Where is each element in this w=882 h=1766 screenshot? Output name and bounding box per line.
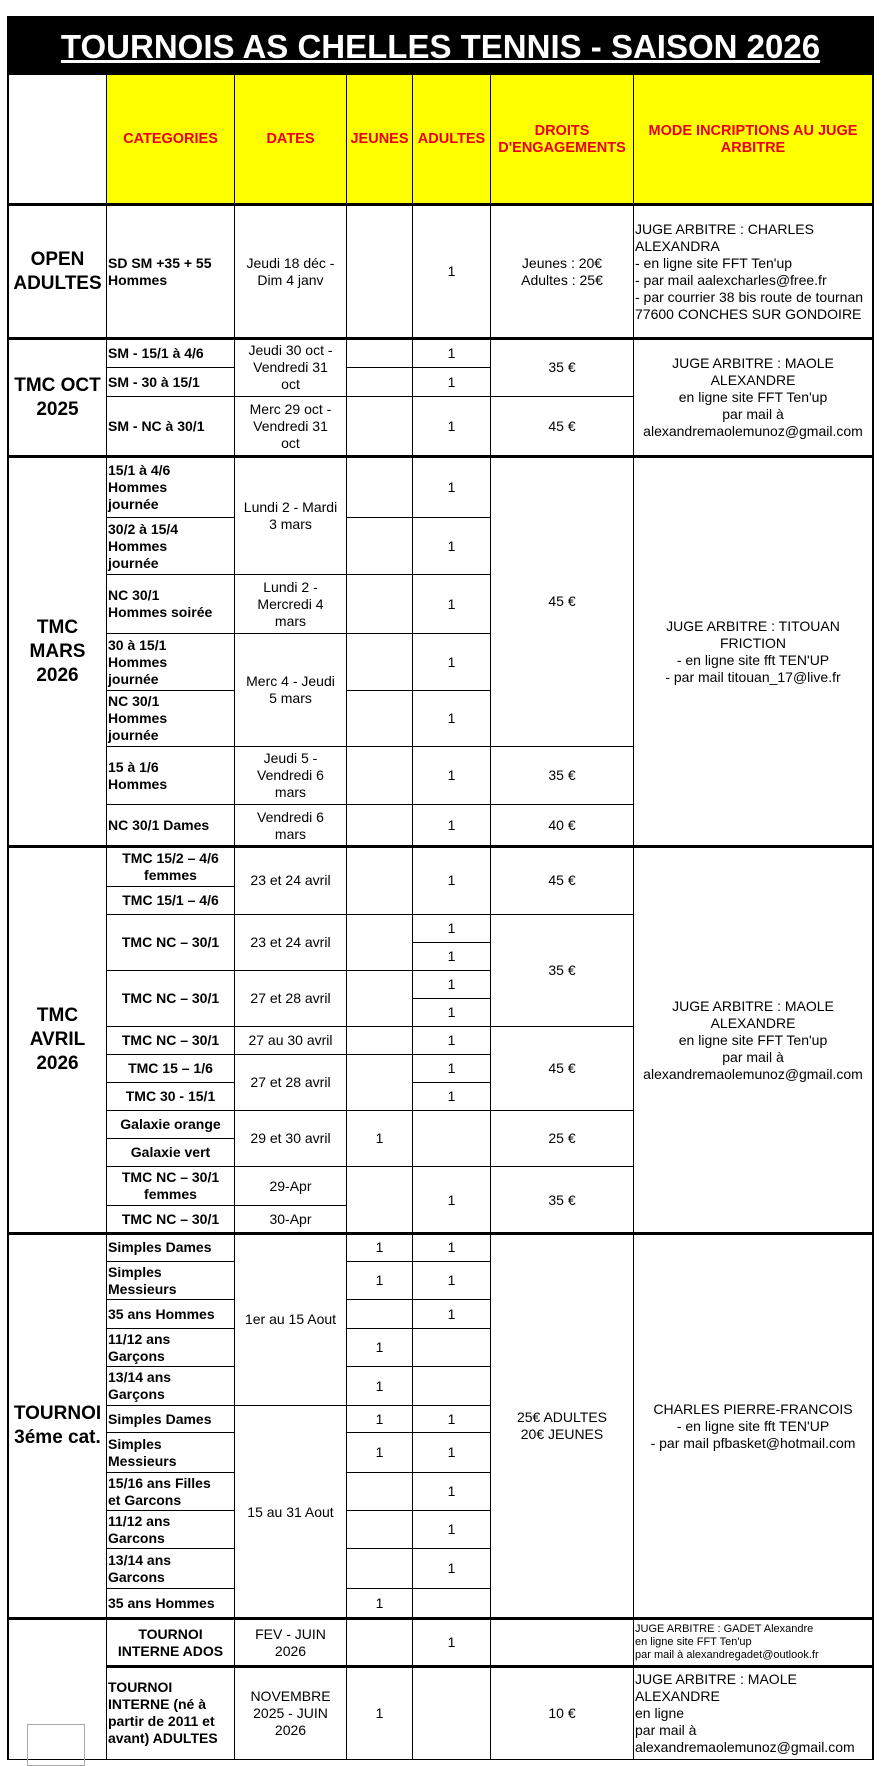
category-cell: TMC NC – 30/1 [107, 971, 235, 1027]
adultes-cell: 1 [413, 634, 491, 691]
adultes-cell: 1 [413, 943, 491, 971]
adultes-cell: 1 [413, 1511, 491, 1549]
adultes-cell: 1 [413, 518, 491, 575]
category-cell: 35 ans Hommes [107, 1589, 235, 1619]
adultes-cell [413, 1667, 491, 1760]
droits-cell: 35 € [491, 747, 634, 805]
adultes-cell: 1 [413, 339, 491, 368]
header-adultes: ADULTES [413, 75, 491, 205]
section-divider [9, 845, 874, 848]
category-cell: 13/14 ans Garçons [107, 1367, 235, 1406]
category-cell: Simples Dames [107, 1406, 235, 1433]
section-divider [107, 1665, 874, 1668]
dates-cell: 23 et 24 avril [235, 847, 347, 915]
droits-cell: 45 € [491, 457, 634, 747]
category-cell: TMC NC – 30/1 [107, 1027, 235, 1055]
jeunes-cell [347, 397, 413, 457]
adultes-cell [413, 1589, 491, 1619]
category-cell: 30/2 à 15/4 Hommes journée [107, 518, 235, 575]
adultes-cell: 1 [413, 368, 491, 397]
juge-arbitre-cell: JUGE ARBITRE : CHARLES ALEXANDRA - en ligne site FFT Ten'up - par mail aalexcharles@free.fr - par courrier 38 bis route de tournan 77600 CONCHES SUR GONDOIRE [634, 205, 874, 339]
jeunes-cell [347, 457, 413, 518]
jeunes-cell: 1 [347, 1262, 413, 1300]
dates-cell: 29 et 30 avril [235, 1111, 347, 1167]
dates-cell: 29-Apr [235, 1167, 347, 1206]
adultes-cell: 1 [413, 691, 491, 747]
jeunes-cell: 1 [347, 1433, 413, 1473]
droits-cell: 25 € [491, 1111, 634, 1167]
adultes-cell: 1 [413, 1619, 491, 1667]
header-categories: CATEGORIES [107, 75, 235, 205]
section-divider [9, 203, 874, 206]
jeunes-cell [347, 847, 413, 915]
adultes-cell: 1 [413, 1433, 491, 1473]
section-divider [9, 455, 874, 458]
category-cell: 13/14 ans Garcons [107, 1549, 235, 1589]
jeunes-cell: 1 [347, 1111, 413, 1167]
category-cell: Galaxie orange [107, 1111, 235, 1139]
dates-cell: 27 et 28 avril [235, 1055, 347, 1111]
jeunes-cell [347, 518, 413, 575]
dates-cell: 1er au 15 Aout [235, 1234, 347, 1406]
category-cell: TMC 15/2 – 4/6 femmes [107, 847, 235, 887]
section-label-mars: TMC MARS 2026 [9, 457, 107, 847]
category-cell: 15/16 ans Filles et Garcons [107, 1473, 235, 1511]
jeunes-cell: 1 [347, 1667, 413, 1760]
droits-cell: 45 € [491, 1027, 634, 1111]
jeunes-cell [347, 1167, 413, 1234]
adultes-cell: 1 [413, 397, 491, 457]
section-divider [9, 1617, 874, 1620]
category-cell: SM - NC à 30/1 [107, 397, 235, 457]
adultes-cell: 1 [413, 1473, 491, 1511]
jeunes-cell [347, 205, 413, 339]
adultes-cell [413, 1367, 491, 1406]
dates-cell: Jeudi 5 - Vendredi 6 mars [235, 747, 347, 805]
droits-cell: 40 € [491, 805, 634, 847]
dates-cell: NOVEMBRE 2025 - JUIN 2026 [235, 1667, 347, 1760]
category-cell: 15/1 à 4/6 Hommes journée [107, 457, 235, 518]
jeunes-cell: 1 [347, 1234, 413, 1262]
adultes-cell: 1 [413, 1300, 491, 1329]
jeunes-cell [347, 971, 413, 1027]
dates-cell: Merc 4 - Jeudi 5 mars [235, 634, 347, 747]
dates-cell: FEV - JUIN 2026 [235, 1619, 347, 1667]
category-cell: 30 à 15/1 Hommes journée [107, 634, 235, 691]
adultes-cell: 1 [413, 805, 491, 847]
jeunes-cell [347, 634, 413, 691]
jeunes-cell: 1 [347, 1406, 413, 1433]
jeunes-cell [347, 368, 413, 397]
category-cell: TMC NC – 30/1 femmes [107, 1167, 235, 1206]
dates-cell: Merc 29 oct - Vendredi 31 oct [235, 397, 347, 457]
section-divider [9, 337, 874, 340]
adultes-cell: 1 [413, 1549, 491, 1589]
dates-cell: Jeudi 18 déc - Dim 4 janv [235, 205, 347, 339]
category-cell: TMC 15 – 1/6 [107, 1055, 235, 1083]
page-title: TOURNOIS AS CHELLES TENNIS - SAISON 2026 [9, 18, 874, 75]
droits-cell: 10 € [491, 1667, 634, 1760]
adultes-cell [413, 1329, 491, 1367]
droits-cell: 25€ ADULTES 20€ JEUNES [491, 1234, 634, 1619]
juge-arbitre-cell: JUGE ARBITRE : GADET Alexandre en ligne site FFT Ten'up par mail à alexandregadet@outlook.fr [634, 1619, 874, 1667]
droits-cell: 35 € [491, 1167, 634, 1234]
jeunes-cell [347, 1027, 413, 1055]
category-cell: NC 30/1 Hommes soirée [107, 575, 235, 634]
droits-cell: Jeunes : 20€ Adultes : 25€ [491, 205, 634, 339]
droits-cell: 45 € [491, 397, 634, 457]
category-cell: Galaxie vert [107, 1139, 235, 1167]
jeunes-cell [347, 1619, 413, 1667]
header-droits: DROITS D'ENGAGEMENTS [491, 75, 634, 205]
tournament-table [7, 16, 874, 1760]
jeunes-cell [347, 1473, 413, 1511]
adultes-cell: 1 [413, 1406, 491, 1433]
category-cell: TOURNOI INTERNE ADOS [107, 1619, 235, 1667]
jeunes-cell [347, 915, 413, 971]
adultes-cell: 1 [413, 999, 491, 1027]
category-cell: NC 30/1 Hommes journée [107, 691, 235, 747]
droits-cell: 45 € [491, 847, 634, 915]
jeunes-cell [347, 691, 413, 747]
adultes-cell: 1 [413, 1083, 491, 1111]
section-label-tournoi-3eme: TOURNOI 3éme cat. [9, 1234, 107, 1619]
dates-cell: 23 et 24 avril [235, 915, 347, 971]
jeunes-cell [347, 575, 413, 634]
category-cell: 11/12 ans Garcons [107, 1511, 235, 1549]
category-cell: TMC NC – 30/1 [107, 915, 235, 971]
adultes-cell: 1 [413, 1055, 491, 1083]
adultes-cell: 1 [413, 915, 491, 943]
category-cell: SM - 15/1 à 4/6 [107, 339, 235, 368]
header-jeunes: JEUNES [347, 75, 413, 205]
category-cell: TMC 15/1 – 4/6 [107, 887, 235, 915]
jeunes-cell [347, 747, 413, 805]
droits-cell: 35 € [491, 339, 634, 397]
jeunes-cell [347, 805, 413, 847]
category-cell: NC 30/1 Dames [107, 805, 235, 847]
dates-cell: 27 au 30 avril [235, 1027, 347, 1055]
jeunes-cell: 1 [347, 1367, 413, 1406]
header-mode-inscriptions: MODE INCRIPTIONS AU JUGE ARBITRE [634, 75, 874, 205]
jeunes-cell [347, 1055, 413, 1111]
adultes-cell: 1 [413, 1167, 491, 1234]
droits-cell: 35 € [491, 915, 634, 1027]
dates-cell: Lundi 2 - Mardi 3 mars [235, 457, 347, 575]
jeunes-cell [347, 1511, 413, 1549]
adultes-cell: 1 [413, 1234, 491, 1262]
juge-arbitre-cell: CHARLES PIERRE-FRANCOIS - en ligne site fft TEN'UP - par mail pfbasket@hotmail.com [634, 1234, 874, 1619]
section-label-open: OPEN ADULTES [9, 205, 107, 339]
category-cell: SM - 30 à 15/1 [107, 368, 235, 397]
dates-cell: 27 et 28 avril [235, 971, 347, 1027]
jeunes-cell [347, 339, 413, 368]
juge-arbitre-cell: JUGE ARBITRE : MAOLE ALEXANDRE en ligne site FFT Ten'up par mail à alexandremaolemunoz@gmail.com [634, 339, 874, 457]
jeunes-cell: 1 [347, 1589, 413, 1619]
category-cell: 15 à 1/6 Hommes [107, 747, 235, 805]
header-dates: DATES [235, 75, 347, 205]
category-cell: Simples Messieurs [107, 1262, 235, 1300]
adultes-cell: 1 [413, 1027, 491, 1055]
section-label-avril: TMC AVRIL 2026 [9, 847, 107, 1234]
category-cell: SD SM +35 + 55 Hommes [107, 205, 235, 339]
adultes-cell: 1 [413, 457, 491, 518]
adultes-cell: 1 [413, 205, 491, 339]
category-cell: TMC NC – 30/1 [107, 1206, 235, 1234]
adultes-cell [413, 1111, 491, 1167]
section-label-oct: TMC OCT 2025 [9, 339, 107, 457]
section-divider [9, 1232, 874, 1235]
dates-cell: Lundi 2 - Mercredi 4 mars [235, 575, 347, 634]
dates-cell: Jeudi 30 oct - Vendredi 31 oct [235, 339, 347, 397]
juge-arbitre-cell: JUGE ARBITRE : MAOLE ALEXANDRE en ligne par mail à alexandremaolemunoz@gmail.com [634, 1667, 874, 1760]
selection-box [27, 1724, 85, 1766]
header-blank [9, 75, 107, 205]
jeunes-cell [347, 1300, 413, 1329]
adultes-cell: 1 [413, 1262, 491, 1300]
juge-arbitre-cell: JUGE ARBITRE : MAOLE ALEXANDRE en ligne site FFT Ten'up par mail à alexandremaolemunoz@gmail.com [634, 847, 874, 1234]
adultes-cell: 1 [413, 575, 491, 634]
adultes-cell: 1 [413, 971, 491, 999]
dates-cell: 30-Apr [235, 1206, 347, 1234]
dates-cell: 15 au 31 Aout [235, 1406, 347, 1619]
category-cell: 11/12 ans Garçons [107, 1329, 235, 1367]
jeunes-cell: 1 [347, 1329, 413, 1367]
adultes-cell: 1 [413, 747, 491, 805]
juge-arbitre-cell: JUGE ARBITRE : TITOUAN FRICTION - en ligne site fft TEN'UP - par mail titouan_17@live.fr [634, 457, 874, 847]
category-cell: TMC 30 - 15/1 [107, 1083, 235, 1111]
droits-cell [491, 1619, 634, 1667]
category-cell: 35 ans Hommes [107, 1300, 235, 1329]
dates-cell: Vendredi 6 mars [235, 805, 347, 847]
category-cell: TOURNOI INTERNE (né à partir de 2011 et avant) ADULTES [107, 1667, 235, 1760]
adultes-cell: 1 [413, 847, 491, 915]
category-cell: Simples Dames [107, 1234, 235, 1262]
category-cell: Simples Messieurs [107, 1433, 235, 1473]
jeunes-cell [347, 1549, 413, 1589]
